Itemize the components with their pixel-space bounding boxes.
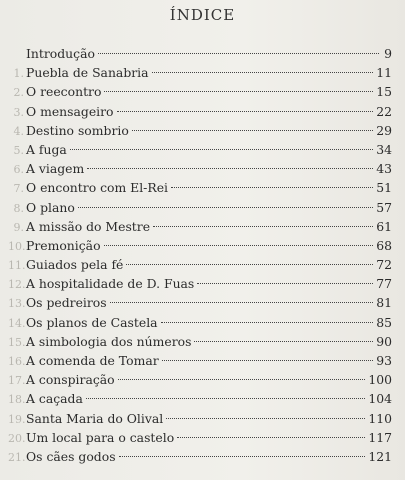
toc-entry [8, 313, 392, 332]
dot-leader [132, 130, 373, 131]
dot-leader [87, 168, 373, 169]
toc-entry-page: 90 [376, 333, 392, 349]
dot-leader [104, 245, 374, 246]
dot-leader [104, 91, 373, 92]
toc-entry [8, 140, 392, 159]
toc-entry-page: 110 [368, 410, 392, 426]
toc-entry-page: 100 [368, 372, 392, 388]
dot-leader [117, 111, 374, 112]
dot-leader [161, 322, 374, 323]
toc-entry [8, 217, 392, 236]
chapter-number: 3. [13, 105, 24, 119]
toc-entry [8, 332, 392, 351]
chapter-number: 8. [13, 201, 24, 215]
toc-entry-page: 9 [384, 46, 392, 61]
dot-leader [86, 398, 365, 399]
chapter-number: 20. [8, 431, 26, 445]
toc-entry [8, 409, 392, 428]
toc-entry-page: 15 [376, 84, 392, 100]
chapter-number: 14. [8, 316, 26, 330]
dot-leader [177, 437, 365, 438]
dot-leader [98, 53, 379, 54]
toc-entry-page: 72 [376, 257, 392, 273]
chapter-number: 16. [8, 355, 26, 368]
toc-entry [8, 198, 392, 217]
chapter-number: 17. [8, 374, 26, 388]
dot-leader [70, 149, 373, 150]
toc-entry-label: Os planos de Castela [26, 314, 158, 330]
chapter-number: 13. [8, 297, 26, 311]
toc-entry-page: 117 [368, 429, 392, 445]
toc-entry-label: A fuga [26, 141, 67, 157]
toc-entry-label: Os pedreiros [26, 295, 107, 311]
toc-entry [8, 274, 392, 293]
chapter-number: 10. [8, 239, 26, 253]
toc-entry [8, 121, 392, 140]
chapter-number: 11. [8, 259, 26, 273]
toc-entry [8, 178, 392, 197]
dot-leader [153, 226, 373, 227]
chapter-number: 15. [8, 335, 26, 349]
toc-entry-page: 29 [376, 122, 392, 138]
toc-entry-page: 77 [376, 276, 392, 292]
toc-entry [8, 293, 392, 312]
dot-leader [162, 360, 374, 361]
toc-entry-label: A simbologia dos números [26, 333, 192, 349]
chapter-number: 9. [13, 220, 24, 234]
toc-entry-label: A viagem [26, 161, 85, 177]
toc-entry-page: 85 [376, 314, 392, 330]
toc-entry [8, 389, 392, 408]
dot-leader [194, 341, 373, 342]
toc-entry [8, 447, 392, 466]
toc-entry-page: 43 [376, 161, 392, 177]
toc-entry-page: 22 [376, 103, 392, 119]
toc-entry [8, 236, 392, 255]
toc-entry-page: 34 [376, 141, 392, 157]
chapter-number: 7. [13, 182, 24, 196]
toc-entry-label: Os cães godos [26, 448, 116, 464]
dot-leader [78, 207, 373, 208]
chapter-number: 1. [13, 67, 24, 81]
toc-entry [8, 159, 392, 178]
toc-entry-label: O plano [26, 199, 75, 215]
toc-entry-label: O mensageiro [26, 103, 114, 119]
toc-entry-label: A caçada [26, 391, 83, 407]
toc-entry-label: Puebla de Sanabria [26, 65, 149, 81]
toc-entry-label: Guiados pela fé [26, 257, 124, 273]
toc-entry-label: Santa Maria do Olival [26, 410, 164, 426]
dot-leader [166, 418, 365, 419]
dot-leader [171, 187, 373, 188]
dot-leader [152, 72, 374, 73]
table-of-contents [8, 44, 392, 466]
toc-entry-intro [8, 44, 392, 63]
toc-entry-label: A missão do Mestre [26, 218, 151, 234]
toc-entry [8, 82, 392, 101]
toc-entry-page: 57 [376, 199, 392, 215]
dot-leader [119, 456, 366, 457]
toc-entry [8, 255, 392, 274]
page-title: ÍNDICE [169, 6, 236, 24]
chapter-number: 19. [8, 412, 26, 426]
toc-entry-label: A conspiração [26, 372, 115, 388]
toc-entry-page: 51 [376, 180, 392, 196]
toc-entry-page: 81 [376, 295, 392, 311]
toc-entry-label: Introdução [26, 46, 95, 61]
toc-entry-label: A hospitalidade de D. Fuas [26, 276, 195, 292]
toc-entry [8, 428, 392, 447]
dot-leader [126, 264, 373, 265]
dot-leader [118, 379, 366, 380]
toc-entry-label: Premonição [26, 237, 101, 253]
chapter-number: 2. [13, 86, 24, 100]
toc-entry-page: 104 [368, 391, 392, 407]
chapter-number: 12. [8, 278, 26, 292]
chapter-number: 6. [13, 163, 24, 177]
toc-entry-page: 93 [376, 353, 392, 368]
toc-entry-label: Um local para o castelo [26, 429, 175, 445]
toc-entry-page: 68 [376, 237, 392, 253]
toc-entry [8, 370, 392, 389]
toc-entry-label: Destino sombrio [26, 122, 129, 138]
toc-entry [8, 351, 392, 370]
toc-entry [8, 63, 392, 82]
toc-entry-page: 11 [376, 65, 392, 81]
toc-entry-label: O encontro com El-Rei [26, 180, 168, 196]
toc-entry-page: 61 [376, 218, 392, 234]
toc-entry-label: A comenda de Tomar [26, 353, 159, 368]
toc-entry [8, 102, 392, 121]
chapter-number: 21. [8, 450, 26, 464]
chapter-number: 5. [13, 143, 24, 157]
dot-leader [197, 283, 373, 284]
chapter-number: 18. [8, 393, 26, 407]
toc-entry-label: O reecontro [26, 84, 102, 100]
dot-leader [110, 302, 374, 303]
toc-entry-page: 121 [368, 448, 392, 464]
chapter-number: 4. [13, 124, 24, 138]
